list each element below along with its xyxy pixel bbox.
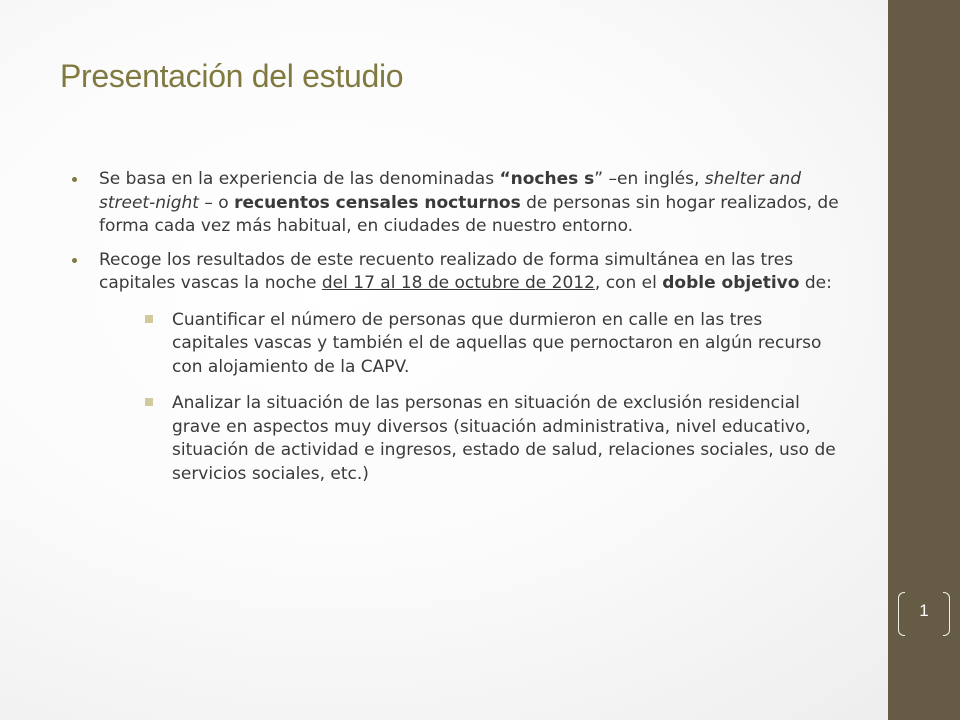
bullet-text: , con el (594, 273, 663, 293)
right-bracket-icon (943, 592, 950, 636)
bullet-text: – o (198, 192, 235, 213)
bold-term: recuentos censales nocturnos (234, 192, 521, 213)
slide-title: Presentación del estudio (60, 58, 404, 94)
bullet-dot-icon (72, 258, 77, 263)
bullet-text: Se basa en la experiencia de las denominadas (99, 169, 500, 189)
square-bullet-icon (145, 398, 153, 406)
square-bullet-icon (145, 315, 153, 323)
bullet-item-1 (72, 168, 842, 239)
bullet-text: ” –en inglés, (594, 169, 705, 189)
page-number-badge (898, 592, 950, 636)
bold-term: doble objetivo (662, 273, 800, 293)
bullet-item-2 (72, 249, 842, 296)
sub-bullet-item-2 (72, 392, 842, 486)
bullet-text: Recoge los resultados de este recuento realizado de forma simultánea en las tres capitales vascas la noche (99, 249, 794, 293)
underlined-date: del 17 al 18 de octubre de 2012 (321, 273, 595, 293)
sub-bullet-text: Cuantificar el número de personas que durmieron en calle en las tres capitales vascas y también el de aquellas que pernoctaron en algún recurso con alojamiento de la CAPV. (172, 309, 822, 377)
slide-body (72, 168, 842, 498)
bold-term: “noches s (499, 169, 595, 189)
italic-term: shelter and street-night (99, 169, 802, 213)
bullet-text: de: (799, 273, 832, 293)
bullet-dot-icon (72, 177, 77, 182)
sub-bullet-item-1 (72, 309, 842, 380)
sub-bullet-text: Analizar la situación de las personas en situación de exclusión residencial grave en aspectos muy diversos (situación administrativa, nivel educativo, situación de actividad e ingresos, estado de salud, relaciones sociales, uso de servicios sociales, etc.) (172, 393, 836, 484)
bullet-text: de personas sin hogar realizados, de forma cada vez más habitual, en ciudades de nuestro entorno. (99, 192, 839, 236)
page-number: 1 (919, 601, 929, 620)
